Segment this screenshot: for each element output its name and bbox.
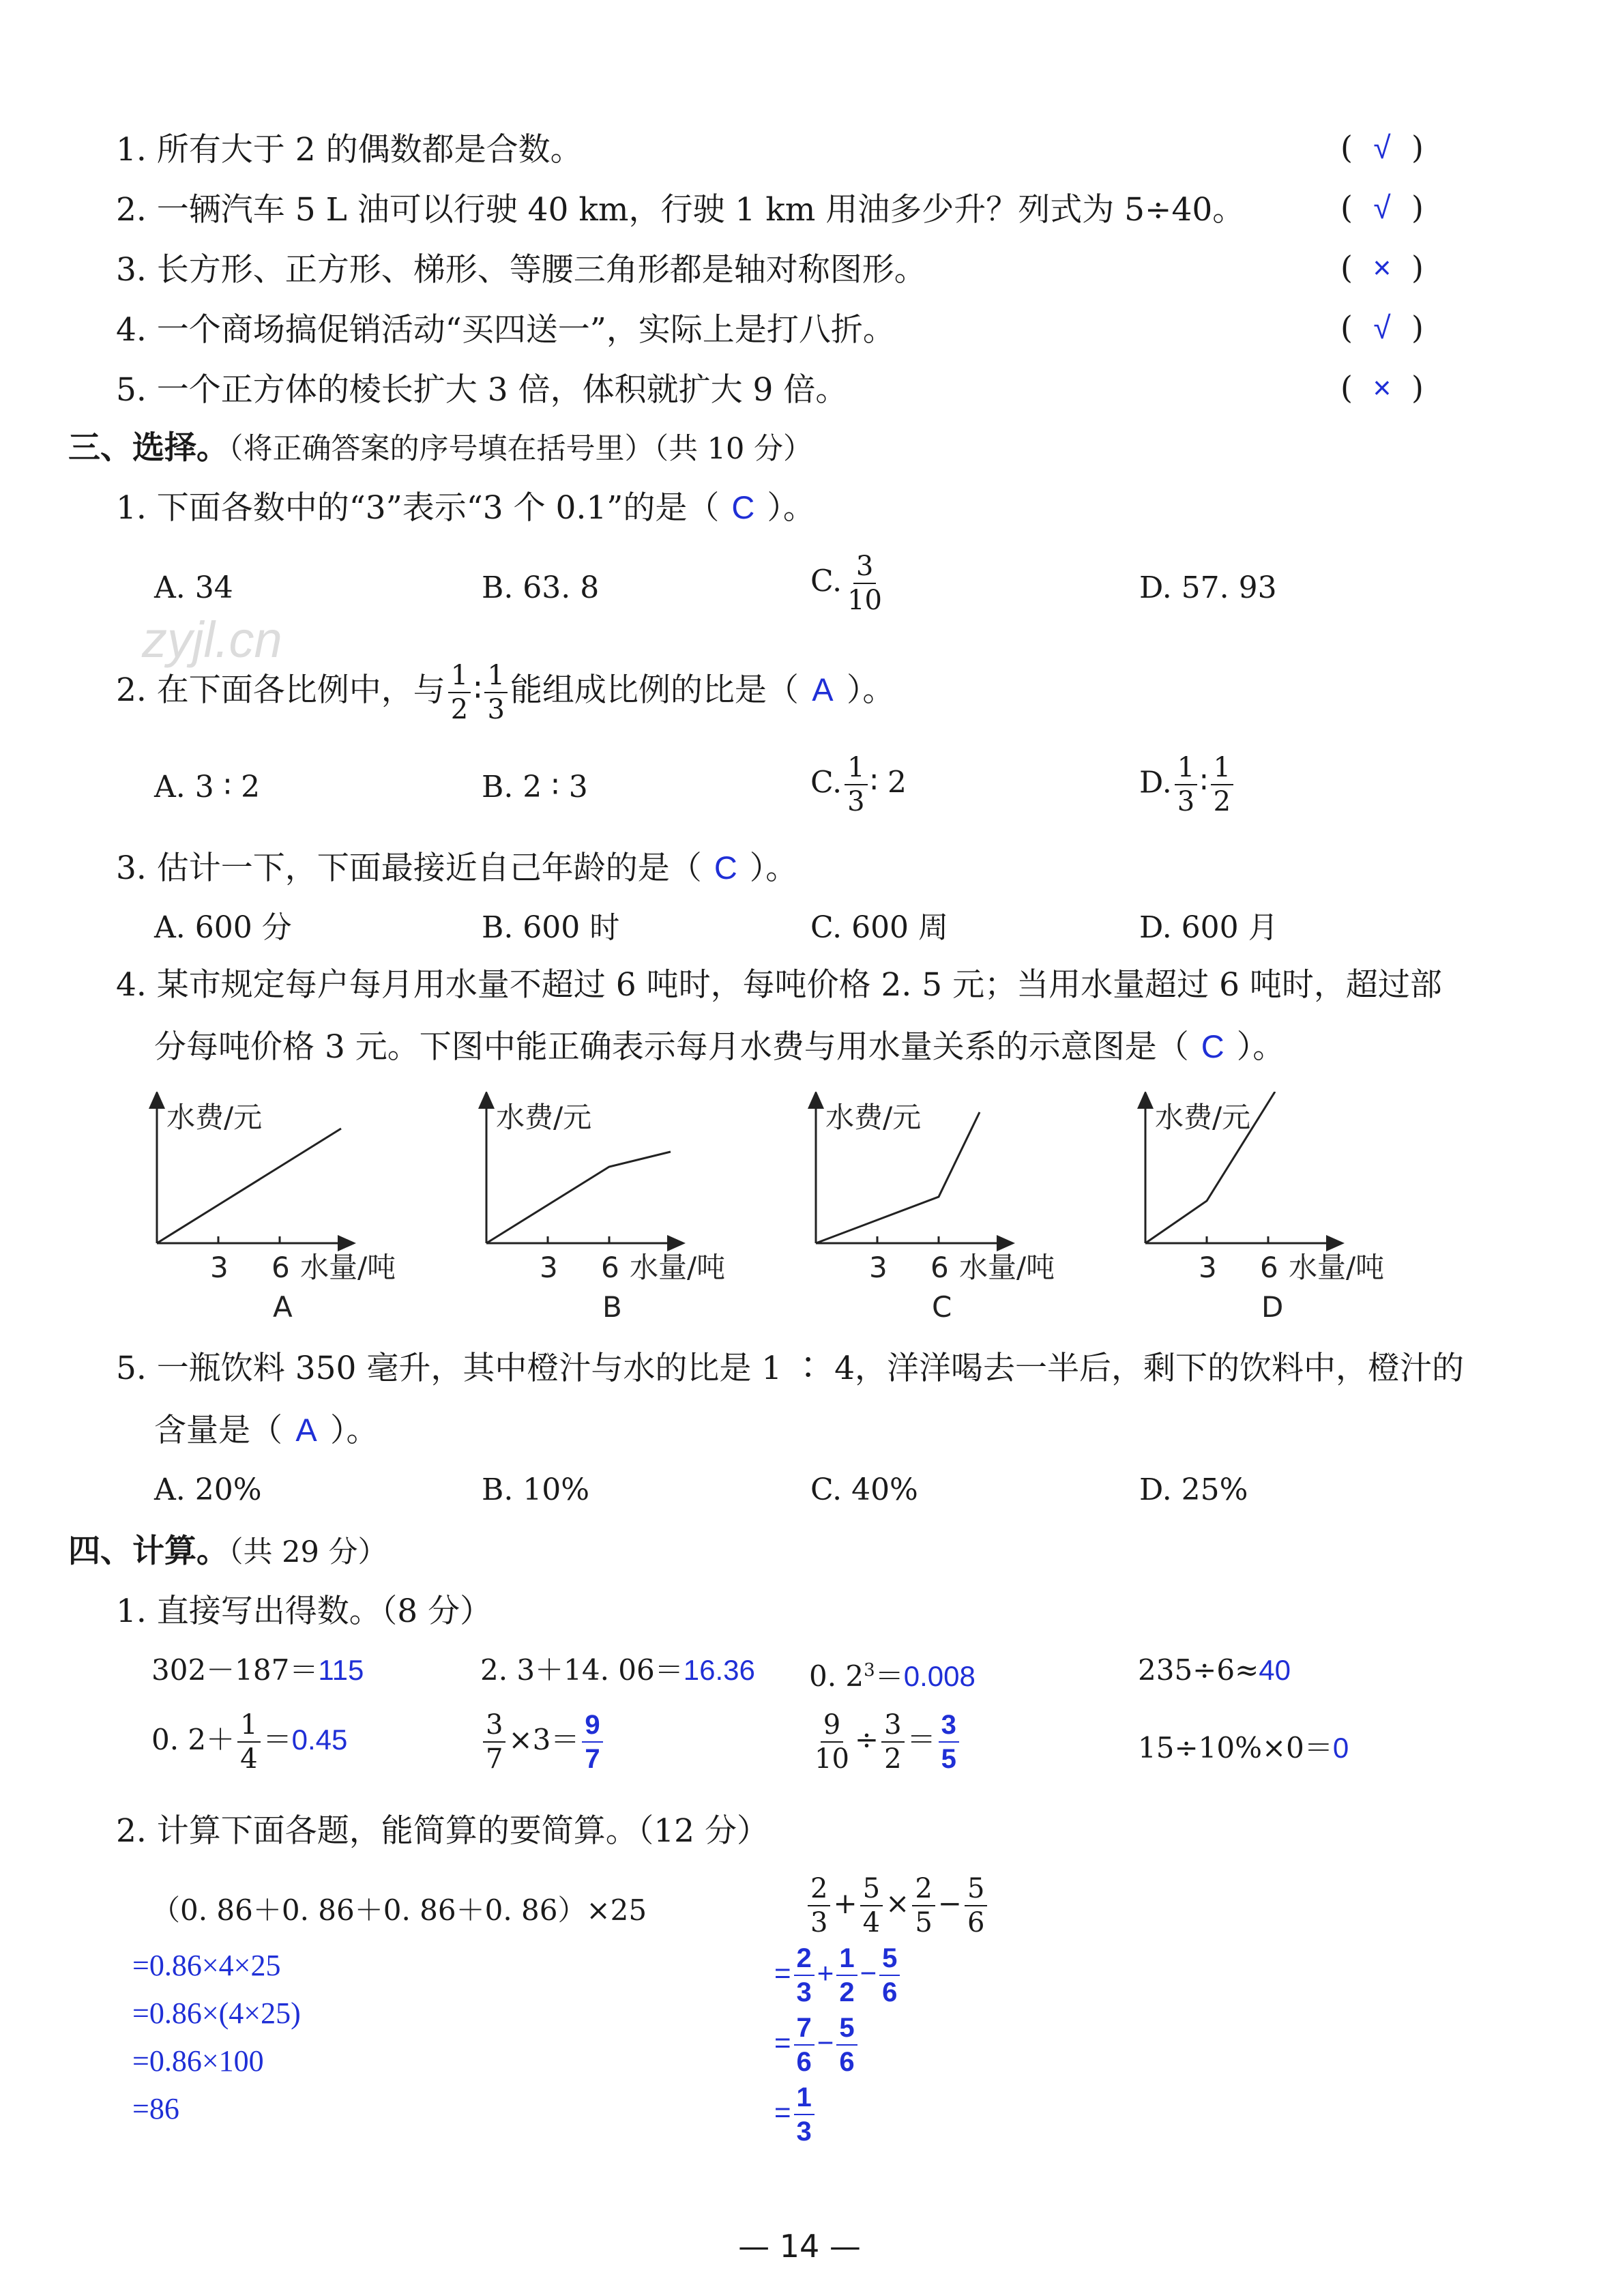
graph-b-xlabel: 水量/吨 [630,1251,726,1284]
calc-1-5: 0. 2＋ $\frac{1}{4}$ ＝0.45 [151,1709,348,1775]
graph-b-ylabel: 水费/元 [496,1101,592,1134]
subsection-4-1: 1. 直接写出得数。（8 分） [116,1593,493,1630]
answer-mark-3: × [1373,250,1392,285]
option-3-3-b: B. 600 时 [482,910,620,945]
answer-mark-5: × [1373,370,1392,405]
svg-text:3: 3 [540,1251,558,1284]
calc-2-1-step-2: =0.86×(4×25) [132,1996,301,2030]
option-3-1-b: B. 63. 8 [482,570,600,605]
question-3-5-line1: 5. 一瓶饮料 350 毫升，其中橙汁与水的比是 1 ∶ 4，洋洋喝去一半后，剩下的饮料中，橙汁的 [116,1350,1464,1387]
answer-3-3: C [714,849,737,886]
svg-text:3: 3 [210,1251,229,1284]
graph-d [1145,1092,1384,1324]
judgment-item-2: 2. 一辆汽车 5 L 油可以行驶 40 km，行驶 1 km 用油多少升？列式为 5÷40。 [116,191,1245,229]
question-3-2: 2. 在下面各比例中，与 $\frac{1}{2}$ ∶ $\frac{1}{3}$ 能组成比例的比是（ A ）。 [116,660,895,725]
calc-2-1-step-3: =0.86×100 [132,2044,264,2078]
graph-c-xlabel: 水量/吨 [959,1251,1055,1284]
question-3-1: 1. 下面各数中的“3”表示“3 个 0.1”的是（ C ）。 [116,487,815,529]
answer-3-2: A [812,671,834,708]
subsection-4-2: 2. 计算下面各题，能简算的要简算。（12 分） [116,1812,769,1850]
answer-3-5: A [295,1412,317,1448]
answer-3-4: C [1201,1028,1224,1064]
calc-2-1-expression: （0. 86＋0. 86＋0. 86＋0. 86）×25 [151,1893,647,1927]
calc-2-2-step-1: = $\frac{2}{3}$ + $\frac{1}{2}$ − $\frac{5}{6}$ [774,1945,903,2006]
option-3-2-a: A. 3 ∶ 2 [154,770,261,804]
option-3-5-b: B. 10% [482,1472,590,1507]
graph-a-label: A [273,1290,293,1324]
calc-1-7: $\frac{9}{10}$ ÷ $\frac{3}{2}$ ＝ $\frac{3}{5}$ [809,1711,962,1773]
answer-bracket-1: ( √ ) [1340,127,1424,168]
answer-bracket-4: ( √ ) [1340,307,1424,348]
option-3-3-a: A. 600 分 [154,910,292,945]
option-3-3-d: D. 600 月 [1139,910,1278,945]
option-3-5-c: C. 40% [810,1472,918,1507]
option-3-2-b: B. 2 ∶ 3 [482,770,588,804]
section-3-heading: 三、选择。（将正确答案的序号填在括号里）（共 10 分） [68,429,813,467]
calc-1-8-answer: 0 [1332,1732,1349,1764]
calc-1-6-answer: $\frac{9}{7}$ [582,1711,602,1773]
calc-2-2-expression: $\frac{2}{3}$ + $\frac{5}{4}$ × $\frac{2}{5}$ − $\frac{5}{6}$ [805,1875,990,1936]
answer-3-1: C [731,489,755,525]
option-3-1-d: D. 57. 93 [1139,570,1277,605]
option-3-1-c: C. $\frac{3}{10}$ [810,551,882,616]
graph-row [136,1092,1433,1337]
calc-1-2: 2. 3＋14. 06＝16.36 [480,1653,755,1687]
calc-1-3: 0. $2^3=0.008$ [809,1659,975,1693]
judgment-item-1: 1. 所有大于 2 的偶数都是合数。 [116,131,583,169]
judgment-item-5: 5. 一个正方体的棱长扩大 3 倍，体积就扩大 9 倍。 [116,371,848,409]
answer-mark-1: √ [1373,130,1391,165]
graph-d-ylabel: 水费/元 [1155,1101,1251,1134]
graph-b [486,1099,725,1324]
calc-1-4-answer: 40 [1259,1654,1291,1686]
graph-b-label: B [602,1290,622,1324]
question-3-4-line2: 分每吨价格 3 元。下图中能正确表示每月水费与用水量关系的示意图是（ C ）。 [154,1026,1285,1068]
option-3-3-c: C. 600 周 [810,910,949,945]
calc-1-2-answer: 16.36 [683,1654,755,1686]
graph-c-label: C [932,1290,952,1324]
calc-1-1-answer: 115 [318,1654,364,1686]
answer-bracket-2: ( √ ) [1340,187,1424,228]
page-number: — 14 — [738,2228,861,2265]
calc-1-4: 235÷6≈40 [1138,1653,1291,1687]
option-3-5-d: D. 25% [1139,1472,1248,1507]
graph-d-xlabel: 水量/吨 [1289,1251,1385,1284]
graph-c-ylabel: 水费/元 [825,1101,922,1134]
svg-text:6: 6 [930,1251,949,1284]
calc-1-1: 302－187＝115 [151,1653,364,1687]
calc-1-3-answer: 0.008 [903,1660,975,1692]
option-3-1-a: A. 34 [154,570,233,605]
question-3-3: 3. 估计一下，下面最接近自己年龄的是（ C ）。 [116,847,797,889]
calc-1-5-answer: 0.45 [291,1724,348,1756]
graph-a [157,1099,396,1324]
svg-text:6: 6 [272,1251,290,1284]
judgment-item-4: 4. 一个商场搞促销活动“买四送一”，实际上是打八折。 [116,311,895,349]
svg-text:6: 6 [1260,1251,1278,1284]
watermark: zyjl.cn [142,611,282,668]
graph-a-ylabel: 水费/元 [166,1101,263,1134]
svg-text:6: 6 [601,1251,619,1284]
calc-1-6: $\frac{3}{7}$ ×3＝ $\frac{9}{7}$ [480,1711,606,1773]
question-3-5-line2: 含量是（ A ）。 [154,1410,379,1451]
calc-1-7-answer: $\frac{3}{5}$ [939,1711,959,1773]
calc-2-1-step-1: =0.86×4×25 [132,1949,281,1982]
graph-c [816,1099,1055,1324]
answer-bracket-3: ( × ) [1340,247,1424,288]
calc-2-1-step-4: =86 [132,2092,179,2125]
answer-mark-4: √ [1373,310,1391,345]
section-4-heading: 四、计算。（共 29 分） [68,1532,387,1570]
graph-a-xlabel: 水量/吨 [300,1251,396,1284]
judgment-item-3: 3. 长方形、正方形、梯形、等腰三角形都是轴对称图形。 [116,251,926,289]
calc-2-2-step-2: = $\frac{7}{6}$ − $\frac{5}{6}$ [774,2014,860,2076]
answer-bracket-5: ( × ) [1340,367,1424,408]
option-3-2-c: C. $\frac{1}{3}$ ∶ 2 [810,752,907,817]
graph-d-label: D [1261,1290,1284,1324]
calc-1-8: 15÷10%×0＝0 [1138,1731,1349,1764]
option-3-5-a: A. 20% [154,1472,262,1507]
question-3-4-line1: 4. 某市规定每户每月用水量不超过 6 吨时，每吨价格 2. 5 元；当用水量超过 6 吨时，超过部 [116,966,1442,1004]
svg-text:3: 3 [869,1251,887,1284]
calc-2-2-step-3: = $\frac{1}{3}$ [774,2084,817,2145]
svg-text:3: 3 [1199,1251,1217,1284]
answer-mark-2: √ [1373,190,1391,225]
option-3-2-d: D. $\frac{1}{3}$ ∶ $\frac{1}{2}$ [1139,754,1236,815]
